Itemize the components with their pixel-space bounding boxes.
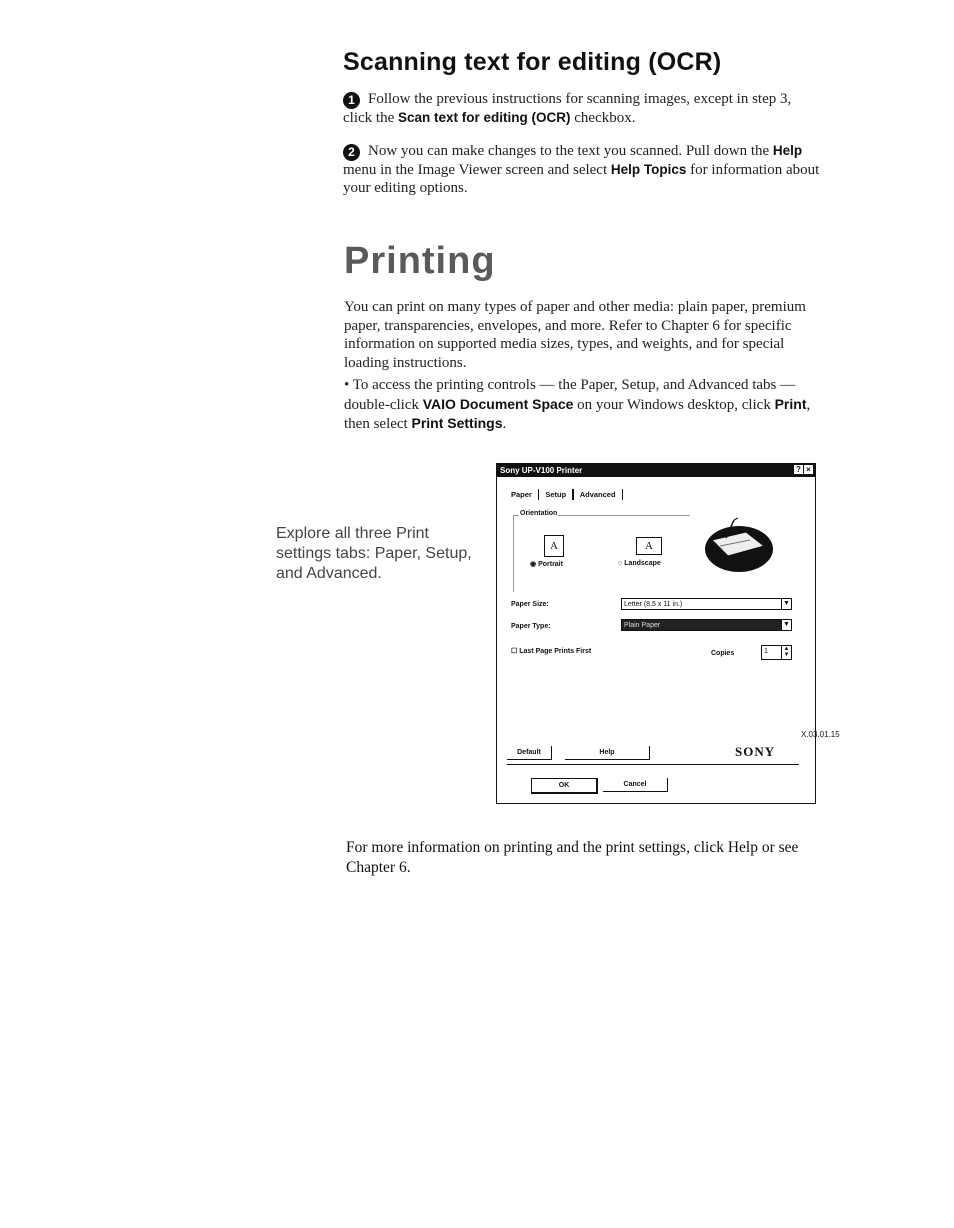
dialog-title-bar [497, 464, 815, 477]
paper-size-select[interactable]: Letter (8.5 x 11 in.) ▼ [621, 598, 792, 610]
footer-note: For more information on printing and the print settings, click Help or see Chapter 6. [346, 839, 799, 876]
printer-dialog [496, 463, 840, 804]
default-button[interactable]: Default [507, 746, 552, 760]
copies-stepper[interactable]: 1 ▲ ▼ [761, 645, 792, 660]
orientation-group [513, 515, 690, 592]
paper-size-label: Paper Size: [511, 601, 549, 608]
printer-icon [698, 516, 780, 576]
step-1: 1 Follow the previous instructions for scanning images, except in step 3, click the Scan text for editing (OCR) checkbox. [343, 91, 792, 126]
step-number-2: 2 [343, 144, 360, 161]
portrait-radio[interactable]: ◉ Portrait [530, 561, 563, 568]
chevron-down-icon: ▼ [781, 620, 791, 630]
chevron-down-icon: ▼ [781, 599, 791, 609]
tab-setup[interactable]: Setup [545, 490, 567, 499]
cancel-button[interactable]: Cancel [603, 778, 668, 792]
section-title-ocr: Scanning text for editing (OCR) [343, 48, 722, 76]
close-icon[interactable]: × [804, 465, 813, 474]
printing-bullet: • To access the printing controls — the Paper, Setup, and Advanced tabs — double-click VAIO Document Space on your Windows desktop, click Print, then select Print Settings. [344, 377, 811, 432]
step-number-1: 1 [343, 92, 360, 109]
sony-logo: SONY [735, 744, 776, 759]
stepper-arrows-icon: ▲ ▼ [781, 646, 791, 659]
landscape-radio[interactable]: ○ Landscape [618, 560, 661, 567]
dialog-tabs [511, 489, 623, 500]
tab-advanced[interactable]: Advanced [579, 490, 616, 499]
portrait-page-icon: A [544, 535, 564, 557]
step-2: 2 Now you can make changes to the text you scanned. Pull down the Help menu in the Image Viewer screen and select Help Topics for information about your editing options. [343, 143, 820, 196]
ok-button[interactable]: OK [531, 778, 598, 794]
section-title-printing: Printing [344, 240, 496, 282]
tab-paper[interactable]: Paper [511, 490, 532, 499]
paper-type-label: Paper Type: [511, 623, 551, 630]
help-icon[interactable]: ? [794, 465, 803, 474]
figure-caption: Explore all three Print settings tabs: Paper, Setup, and Advanced. [276, 525, 472, 582]
version-text: X.03.01.15 [801, 730, 840, 739]
landscape-page-icon: A [636, 537, 662, 555]
printing-intro: You can print on many types of paper and other media: plain paper, premium paper, transparencies, envelopes, and more. Refer to Chapter 6 for specific information on supported media sizes, types, and weights, and for special loading instructions. [344, 299, 806, 371]
copies-label: Copies [711, 650, 735, 657]
dialog-title: Sony UP-V100 Printer [500, 466, 583, 475]
help-button[interactable]: Help [565, 746, 650, 760]
paper-type-select[interactable]: Plain Paper ▼ [621, 619, 792, 631]
last-page-first-checkbox[interactable]: ☐ Last Page Prints First [511, 648, 592, 655]
orientation-label: Orientation [520, 510, 558, 517]
